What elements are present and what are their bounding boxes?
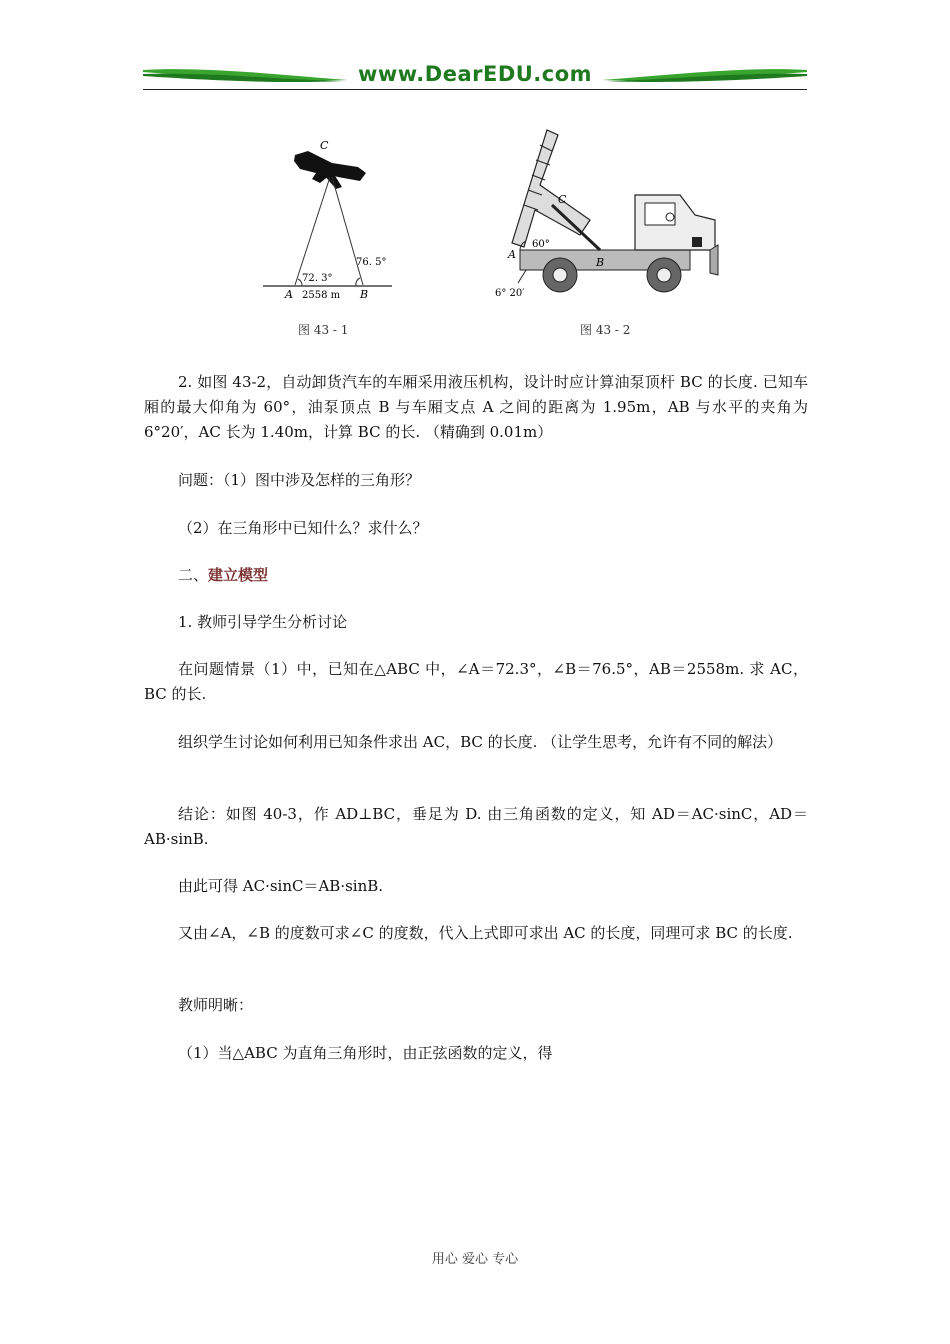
fig2-angle-lift: 60°: [532, 239, 550, 250]
section-number: 二、: [178, 566, 209, 584]
figure-43-2: [240, 125, 760, 340]
paragraph-angle-c: 又由∠A，∠B 的度数可求∠C 的度数，代入上式即可求出 AC 的长度，同理可求 BC 的长度.: [178, 924, 793, 942]
fig2-label-c: C: [558, 193, 567, 206]
paragraph-discussion: 组织学生讨论如何利用已知条件求出 AC，BC 的长度. （让学生思考，允许有不同的解法）: [178, 733, 783, 751]
fig1-caption: 图 43 - 1: [298, 323, 349, 337]
paragraph-problem-2: 2. 如图 43-2，自动卸货汽车的车厢采用液压机构，设计时应计算油泵顶杆 BC 的长度. 已知车厢的最大仰角为 60°，油泵顶点 B 与车厢支点 A 之间的距离为 1.95m，AB 与水平的夹角为 6°20′，AC 长为 1.40m，计算 BC 的长. （精确到 0.01m）: [144, 373, 808, 441]
paragraph-question-1: 问题：（1）图中涉及怎样的三角形？: [178, 471, 421, 489]
paragraph-derivation: 由此可得 AC·sinC＝AB·sinB.: [178, 877, 384, 895]
section-title: 建立模型: [208, 566, 269, 584]
fig1-angle-a: 72. 3°: [302, 273, 333, 284]
paragraph-right-triangle: （1）当△ABC 为直角三角形时，由正弦函数的定义，得: [178, 1044, 553, 1062]
dump-truck-icon: [512, 130, 718, 292]
fig2-angle-base: 6° 20′: [495, 288, 525, 299]
fig1-label-b: B: [360, 288, 369, 301]
fig1-label-a: A: [285, 288, 293, 301]
fig2-label-a: A: [508, 248, 516, 261]
paragraph-scenario: 在问题情景（1）中，已知在△ABC 中，∠A＝72.3°，∠B＝76.5°，AB＝2558m. 求 AC，BC 的长.: [144, 660, 808, 703]
paragraph-conclusion: 结论：如图 40-3，作 AD⊥BC，垂足为 D. 由三角函数的定义，知 AD＝AC·sinC，AD＝AB·sinB.: [144, 805, 808, 848]
paragraph-step-1: 1. 教师引导学生分析讨论: [178, 613, 348, 631]
fig1-label-c: C: [320, 139, 329, 152]
fig1-distance: 2558 m: [302, 290, 341, 301]
fig2-label-b: B: [596, 256, 605, 269]
page-header: [143, 62, 807, 92]
section-heading: [144, 563, 808, 588]
fig1-angle-b: 76. 5°: [356, 257, 387, 268]
fig2-caption: 图 43 - 2: [580, 323, 631, 337]
page-footer: 用心 爱心 专心: [431, 1252, 519, 1267]
figures-area: [240, 125, 760, 340]
paragraph-question-2: （2）在三角形中已知什么？求什么？: [178, 519, 428, 537]
header-rule: [143, 89, 807, 90]
paragraph-teacher-note: 教师明晰：: [178, 996, 254, 1014]
site-name: www.DearEDU.com: [357, 62, 593, 86]
